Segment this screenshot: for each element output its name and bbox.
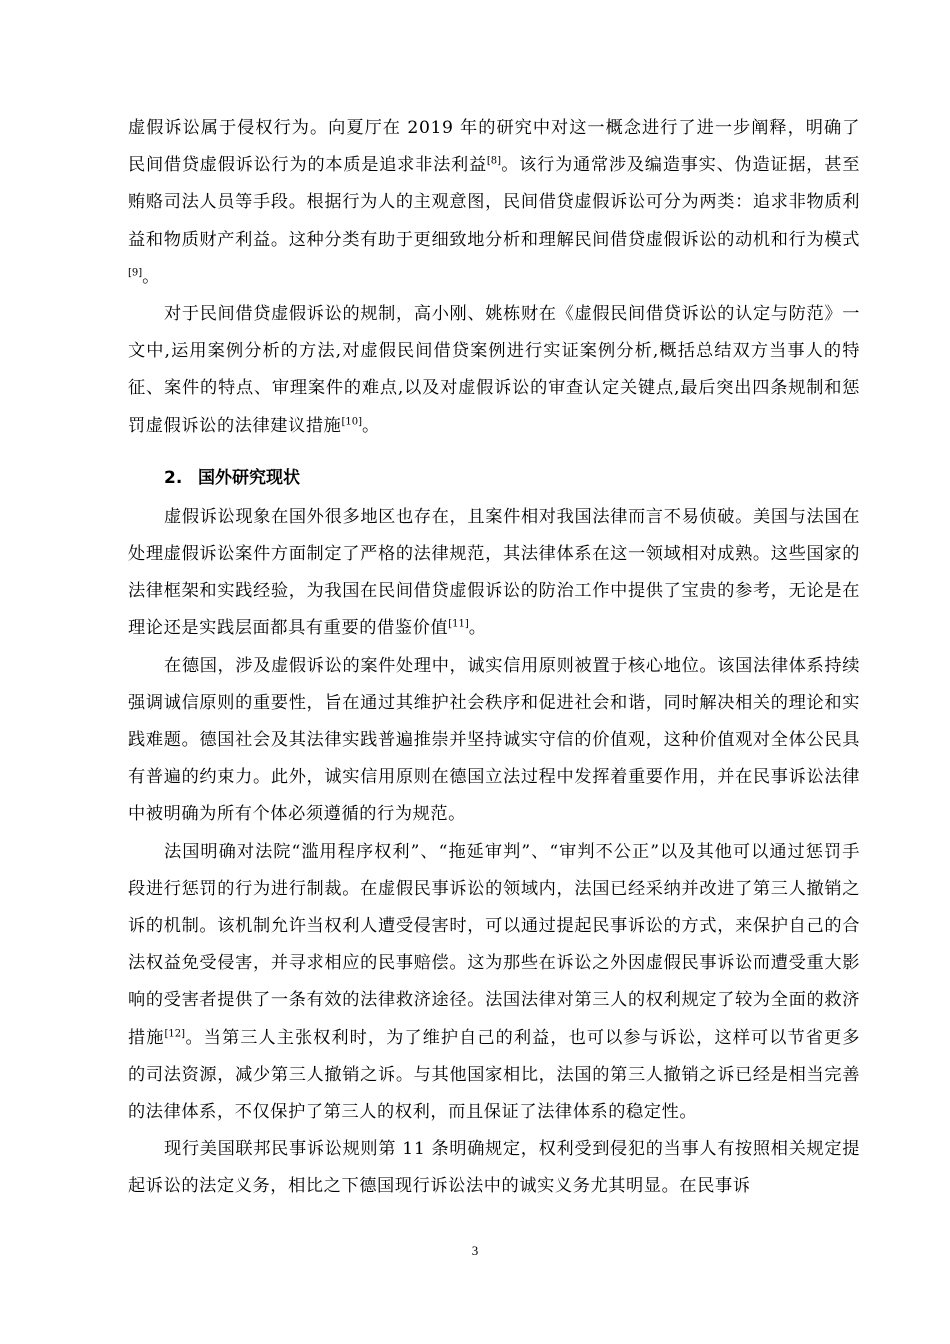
page-number: 3 xyxy=(471,1243,479,1258)
paragraph-text: 虚假诉讼属于侵权行为。向夏厅在 2019 年的研究中对这一概念进行了进一步阐释，明确了民间借贷虚假诉讼行为的本质是追求非法利益 xyxy=(128,118,860,176)
foreign-research-paragraphs xyxy=(128,499,860,1206)
section-number: 2. xyxy=(164,467,183,488)
citation-reference: [8] xyxy=(486,155,502,167)
citation-reference: [10] xyxy=(341,415,362,427)
paragraph-text: 。该行为通常涉及编造事实、伪造证据，甚至贿赂司法人员等手段。根据行为人的主观意图，民间借贷虚假诉讼可分为两类：追求非物质利益和物质财产利益。这种分类有助于更细致地分析和理解民间借贷虚假诉讼的动机和行为模式 xyxy=(128,155,860,250)
intro-paragraphs xyxy=(128,110,860,445)
document-body xyxy=(128,110,860,1206)
paragraph-text: 对于民间借贷虚假诉讼的规制，高小刚、姚栋财在《虚假民间借贷诉讼的认定与防范》一文中,运用案例分析的方法,对虚假民间借贷案例进行实证案例分析,概括总结双方当事人的特征、案件的特点、审理案件的难点,以及对虚假诉讼的审查认定关键点,最后突出四条规制和惩罚虚假诉讼的法律建议措施 xyxy=(128,304,860,436)
paragraph xyxy=(128,834,860,1132)
paragraph-text: 。当第三人主张权利时，为了维护自己的利益，也可以参与诉讼，这样可以节省更多的司法资源，减少第三人撤销之诉。与其他国家相比，法国的第三人撤销之诉已经是相当完善的法律体系，不仅保护了第三人的权利，而且保证了法律体系的稳定性。 xyxy=(128,1027,861,1123)
paragraph-text: 。 xyxy=(468,618,487,639)
paragraph-text: 。 xyxy=(361,415,380,436)
paragraph-text: 在德国，涉及虚假诉讼的案件处理中，诚实信用原则被置于核心地位。该国法律体系持续强调诚信原则的重要性，旨在通过其维护社会秩序和促进社会和谐，同时解决相关的理论和实践难题。德国社会及其法律实践普遍推崇并坚持诚实守信的价值观，这种价值观对全体公民具有普遍的约束力。此外，诚实信用原则在德国立法过程中发挥着重要作用，并在民事诉讼法律中被明确为所有个体必须遵循的行为规范。 xyxy=(128,655,860,825)
paragraph xyxy=(128,1131,860,1205)
paragraph xyxy=(128,499,860,648)
paragraph xyxy=(128,296,860,445)
section-title: 国外研究现状 xyxy=(198,467,300,488)
citation-reference: [12] xyxy=(164,1027,186,1039)
paragraph xyxy=(128,110,860,296)
paragraph-text: 。 xyxy=(142,266,160,287)
citation-reference: [9] xyxy=(128,267,143,279)
paragraph-text: 虚假诉讼现象在国外很多地区也存在，且案件相对我国法律而言不易侦破。美国与法国在处理虚假诉讼案件方面制定了严格的法律规范，其法律体系在这一领域相对成熟。这些国家的法律框架和实践经验，为我国在民间借贷虚假诉讼的防治工作中提供了宝贵的参考，无论是在理论还是实践层面都具有重要的借鉴价值 xyxy=(128,506,860,639)
section-heading xyxy=(128,463,860,493)
paragraph xyxy=(128,648,860,834)
citation-reference: [11] xyxy=(448,618,469,630)
paragraph-text: 法国明确对法院“滥用程序权利”、“拖延审判”、“审判不公正”以及其他可以通过惩罚手段进行惩罚的行为进行制裁。在虚假民事诉讼的领域内，法国已经采纳并改进了第三人撤销之诉的机制。该机制允许当权利人遭受侵害时，可以通过提起民事诉讼的方式，来保护自己的合法权益免受侵害，并寻求相应的民事赔偿。这为那些在诉讼之外因虚假民事诉讼而遭受重大影响的受害者提供了一条有效的法律救济途径。法国法律对第三人的权利规定了较为全面的救济措施 xyxy=(128,841,860,1048)
paragraph-text: 现行美国联邦民事诉讼规则第 11 条明确规定，权利受到侵犯的当事人有按照相关规定提起诉讼的法定义务，相比之下德国现行诉讼法中的诚实义务尤其明显。在民事诉 xyxy=(128,1139,860,1197)
